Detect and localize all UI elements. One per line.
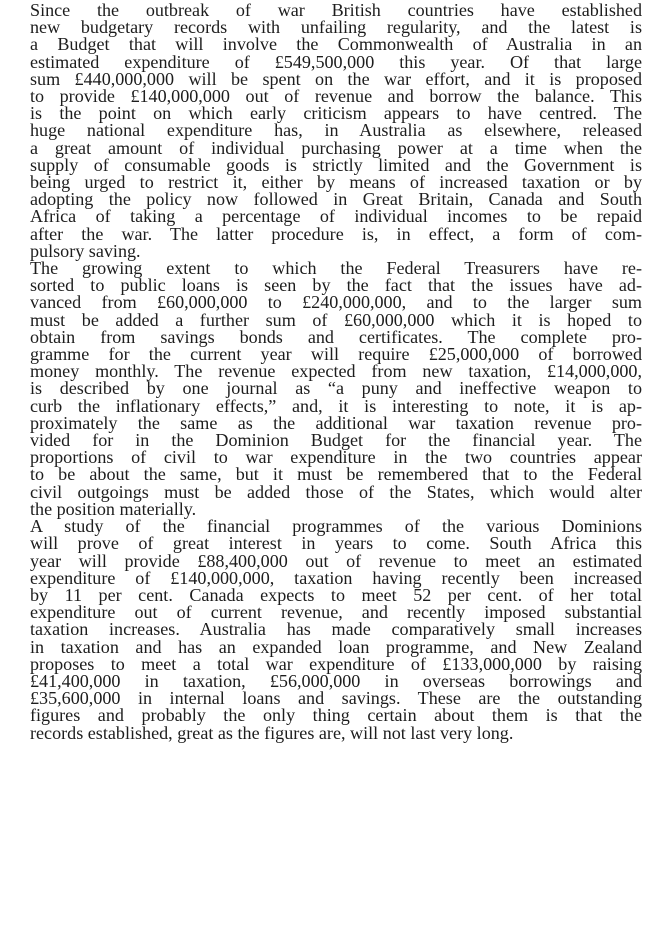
text-line: sorted to public loans is seen by the fact that the issues have ad-	[30, 275, 642, 296]
text-line: is described by one journal as “a puny and ineffective weapon to	[30, 378, 642, 399]
text-line: £41,400,000 in taxation, £56,000,000 in overseas borrowings and	[30, 670, 642, 691]
text-line: pulsory saving.	[30, 240, 141, 261]
text-line: proportions of civil to war expenditure in the two countries appear	[30, 447, 642, 468]
text-line: vided for in the Dominion Budget for the financial year. The	[30, 430, 642, 451]
text-line: money monthly. The revenue expected from new taxation, £14,000,000,	[30, 361, 642, 382]
text-line: estimated expenditure of £549,500,000 this year. Of that large	[30, 51, 642, 72]
paragraph-1	[4, 2, 642, 260]
text-line: records established, great as the figures are, will not last very long.	[30, 722, 514, 743]
text-line: being urged to restrict it, either by means of increased taxation or by	[30, 172, 642, 193]
text-line: must be added a further sum of £60,000,000 which it is hoped to	[30, 309, 642, 330]
text-line: expenditure of £140,000,000, taxation having recently been increased	[30, 567, 642, 588]
text-line: proposes to meet a total war expenditure of £133,000,000 by raising	[30, 653, 642, 674]
text-line: in taxation and has an expanded loan programme, and New Zealand	[30, 636, 642, 657]
text-line: proximately the same as the additional war taxation revenue pro-	[30, 412, 642, 433]
text-line: to be about the same, but it must be remembered that to the Federal	[30, 464, 642, 485]
text-line: year will provide £88,400,000 out of revenue to meet an estimated	[30, 550, 642, 571]
text-line: curb the inflationary effects,” and, it is interesting to note, it is ap-	[30, 395, 642, 416]
text-line: supply of consumable goods is strictly limited and the Government is	[30, 154, 642, 175]
text-line: civil outgoings must be added those of the States, which would alter	[30, 481, 642, 502]
text-line: The growing extent to which the Federal Treasurers have re-	[30, 258, 642, 279]
paragraph-3	[4, 518, 642, 742]
text-line: Africa of taking a percentage of individual incomes to be repaid	[30, 206, 642, 227]
text-line: by 11 per cent. Canada expects to meet 52 per cent. of her total	[30, 584, 642, 605]
paragraph-2	[4, 260, 642, 518]
text-line: £35,600,000 in internal loans and savings. These are the outstanding	[30, 688, 642, 709]
text-line: vanced from £60,000,000 to £240,000,000, and to the larger sum	[30, 292, 642, 313]
text-line: new budgetary records with unfailing regularity, and the latest is	[30, 17, 642, 38]
text-line: taxation increases. Australia has made comparatively small increases	[30, 619, 642, 640]
text-line: is the point on which early criticism appears to have centred. The	[30, 103, 642, 124]
text-line: gramme for the current year will require £25,000,000 of borrowed	[30, 344, 642, 365]
text-line: to provide £140,000,000 out of revenue and borrow the balance. This	[30, 86, 642, 107]
text-line: Since the outbreak of war British countries have established	[30, 0, 642, 20]
text-line: after the war. The latter procedure is, in effect, a form of com-	[30, 223, 642, 244]
text-line: A study of the financial programmes of the various Dominions	[30, 516, 642, 537]
text-line: sum £440,000,000 will be spent on the war effort, and it is proposed	[30, 68, 642, 89]
text-line: expenditure out of current revenue, and recently imposed substantial	[30, 602, 642, 623]
text-line: a great amount of individual purchasing power at a time when the	[30, 137, 642, 158]
text-line: huge national expenditure has, in Australia as elsewhere, released	[30, 120, 642, 141]
text-line: figures and probably the only thing certain about them is that the	[30, 705, 642, 726]
text-line: a Budget that will involve the Commonwealth of Australia in an	[30, 34, 642, 55]
text-line: adopting the policy now followed in Great Britain, Canada and South	[30, 189, 642, 210]
text-line: obtain from savings bonds and certificates. The complete pro-	[30, 326, 642, 347]
text-line: the position materially.	[30, 498, 197, 519]
text-line: will prove of great interest in years to come. South Africa this	[30, 533, 642, 554]
